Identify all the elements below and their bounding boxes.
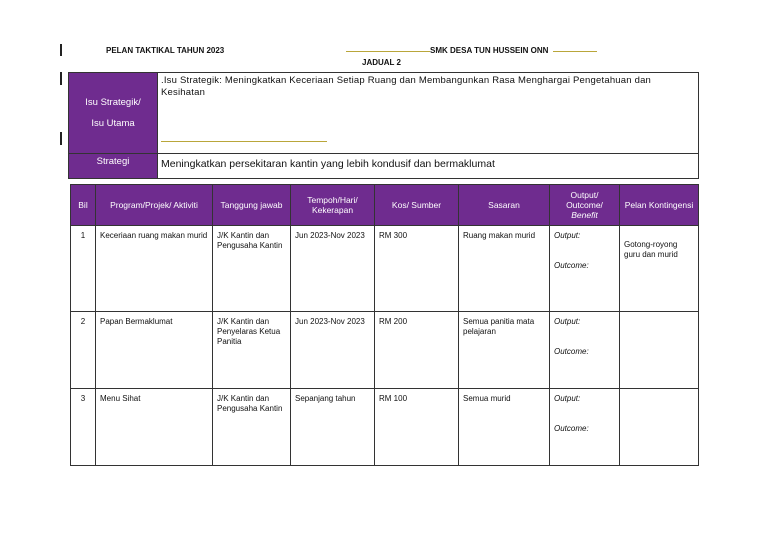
margin-mark-top: [60, 44, 62, 56]
isu-text-cell: [158, 73, 699, 154]
row2-outcome-label: Outcome:: [554, 347, 589, 356]
row1-pelan-text: Gotong-royong guru dan murid: [624, 240, 678, 259]
isu-underline: [161, 141, 327, 142]
header-sasaran: Sasaran: [459, 185, 550, 226]
row3-pelan: [620, 389, 699, 466]
margin-mark-middle: [60, 72, 62, 85]
activity-table: [70, 184, 699, 466]
header-output-text: Output/ Outcome/: [566, 190, 603, 210]
row3-output-label: Output:: [554, 394, 581, 403]
row2-kos: RM 200: [375, 312, 459, 389]
table-row: [71, 312, 699, 389]
header-kos: Kos/ Sumber: [375, 185, 459, 226]
table-header-row: [71, 185, 699, 226]
row1-output-label: Output:: [554, 231, 581, 240]
row1-tempoh: Jun 2023-Nov 2023: [291, 226, 375, 312]
row1-sasaran: Ruang makan murid: [459, 226, 550, 312]
row2-bil: 2: [71, 312, 96, 389]
row2-program: Papan Bermaklumat: [96, 312, 213, 389]
row2-output-label: Output:: [554, 317, 581, 326]
row1-output: [550, 226, 620, 312]
row1-kos: RM 300: [375, 226, 459, 312]
row3-outcome-label: Outcome:: [554, 424, 589, 433]
row3-output: [550, 389, 620, 466]
isu-label-line2: Isu Utama: [91, 118, 135, 129]
header-tempoh: Tempoh/Hari/ Kekerapan: [291, 185, 375, 226]
table-row: [71, 389, 699, 466]
strategi-text-cell: [158, 154, 699, 179]
strategi-label-cell: [69, 154, 158, 179]
row1-bil: 1: [71, 226, 96, 312]
row2-output: [550, 312, 620, 389]
isu-row: [69, 73, 699, 154]
strategi-row: [69, 154, 699, 179]
header-rule-left: [346, 51, 430, 52]
row2-tanggung: J/K Kantin dan Penyelaras Ketua Panitia: [213, 312, 291, 389]
margin-mark-bottom: [60, 132, 62, 145]
plan-title: PELAN TAKTIKAL TAHUN 2023: [106, 46, 225, 55]
strategi-text: Meningkatkan persekitaran kantin yang lebih kondusif dan bermaklumat: [161, 158, 495, 170]
table-row: [71, 226, 699, 312]
row2-tempoh: Jun 2023-Nov 2023: [291, 312, 375, 389]
row2-sasaran: Semua panitia mata pelajaran: [459, 312, 550, 389]
row1-program: Keceriaan ruang makan murid: [96, 226, 213, 312]
isu-text: .Isu Strategik: Meningkatkan Keceriaan Setiap Ruang dan Membangunkan Rasa Menghargai Pengetahuan dan Kesihatan: [161, 75, 652, 99]
header-bil: Bil: [71, 185, 96, 226]
strategi-label: Strategi: [96, 156, 130, 167]
school-name: SMK DESA TUN HUSSEIN ONN: [430, 46, 549, 55]
row3-tempoh: Sepanjang tahun: [291, 389, 375, 466]
row1-outcome-label: Outcome:: [554, 261, 589, 270]
header-benefit-text: Benefit: [571, 210, 598, 220]
header-rule-right: [553, 51, 597, 52]
row1-tanggung: J/K Kantin dan Pengusaha Kantin: [213, 226, 291, 312]
strategic-issue-table: [68, 72, 699, 179]
table-number: JADUAL 2: [362, 58, 401, 67]
isu-label-line1: Isu Strategik/: [85, 97, 141, 108]
row3-bil: 3: [71, 389, 96, 466]
header-program: Program/Projek/ Aktiviti: [96, 185, 213, 226]
header-output: [550, 185, 620, 226]
row3-sasaran: Semua murid: [459, 389, 550, 466]
row3-kos: RM 100: [375, 389, 459, 466]
header-pelan: Pelan Kontingensi: [620, 185, 699, 226]
row2-pelan: [620, 312, 699, 389]
header-tanggung-jawab: Tanggung jawab: [213, 185, 291, 226]
isu-label-cell: [69, 73, 158, 154]
row1-pelan: [620, 226, 699, 312]
row3-tanggung: J/K Kantin dan Pengusaha Kantin: [213, 389, 291, 466]
row3-program: Menu Sihat: [96, 389, 213, 466]
